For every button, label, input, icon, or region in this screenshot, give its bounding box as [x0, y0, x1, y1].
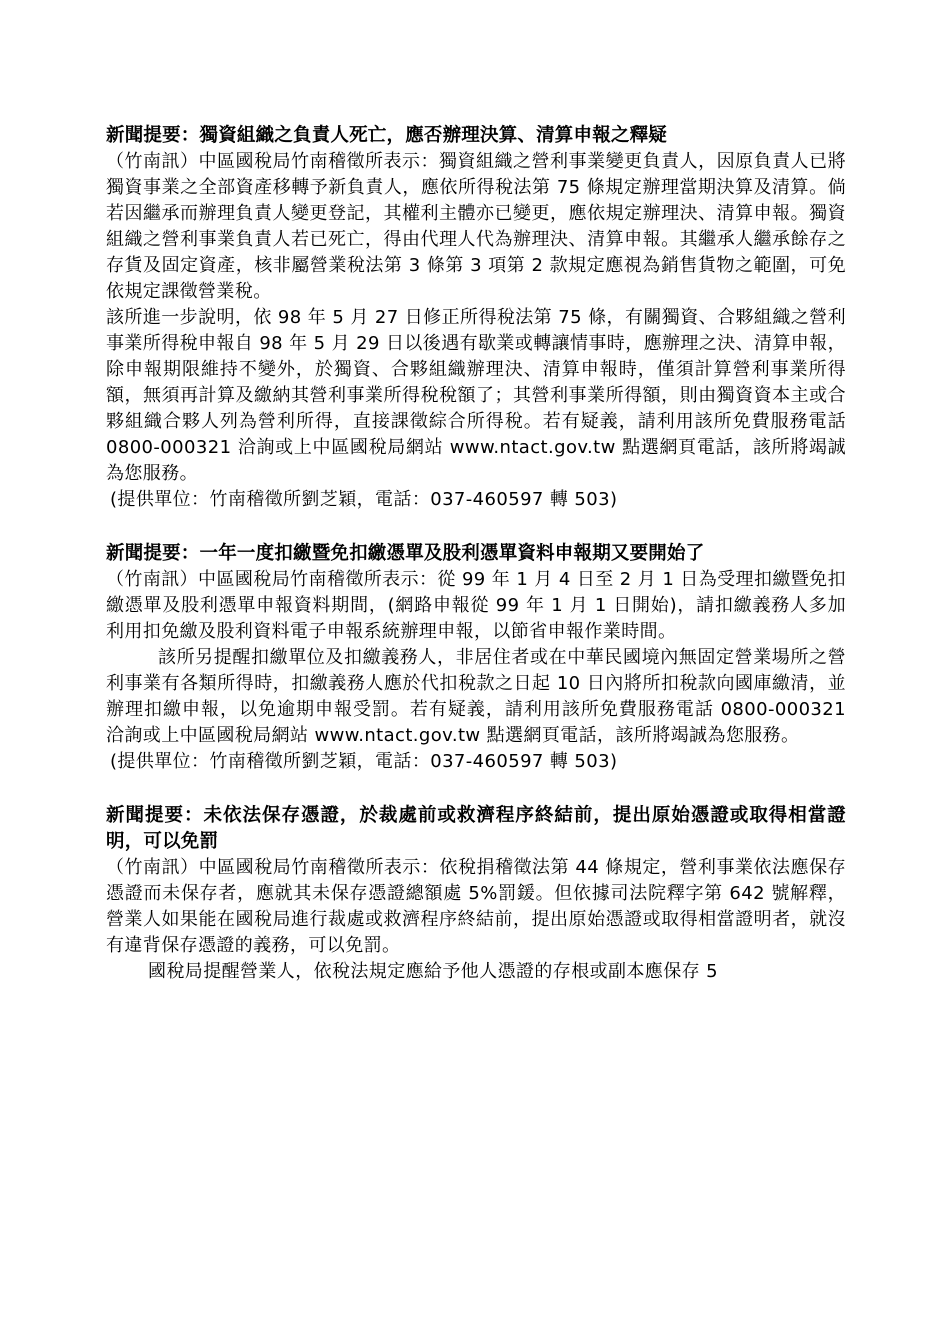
news-article-3 — [106, 803, 846, 985]
article-paragraph: （竹南訊）中區國稅局竹南稽徵所表示：依稅捐稽徵法第 44 條規定，營利事業依法應保存憑證而未保存者，應就其未保存憑證總額處 5%罰鍰。但依據司法院釋字第 642 號解釋，營業人如果能在國稅局進行裁處或救濟程序終結前，提出原始憑證或取得相當證明者，就沒有違背保存憑證的義務，可以免罰。 — [106, 857, 846, 956]
article-paragraph: （竹南訊）中區國稅局竹南稽徵所表示：從 99 年 1 月 4 日至 2 月 1 日為受理扣繳暨免扣繳憑單及股利憑單申報資料期間，(網路申報從 99 年 1 月 1 日開始)，請扣繳義務人多加利用扣免繳及股利資料電子申報系統辦理申報，以節省申報作業時間。 — [106, 569, 846, 642]
document-page — [106, 123, 846, 1013]
article-paragraph: （竹南訊）中區國稅局竹南稽徵所表示：獨資組織之營利事業變更負責人，因原負責人已將獨資事業之全部資產移轉予新負責人，應依所得稅法第 75 條規定辦理當期決算及清算。倘若因繼承而辦理負責人變更登記，其權利主體亦已變更，應依規定辦理決、清算申報。獨資組織之營利事業負責人若已死亡，得由代理人代為辦理決、清算申報。其繼承人繼承餘存之存貨及固定資產，核非屬營業稅法第 3 條第 3 項第 2 款規定應視為銷售貨物之範圍，可免依規定課徵營業稅。 — [106, 151, 846, 302]
article-paragraph: 該所進一步說明，依 98 年 5 月 27 日修正所得稅法第 75 條，有關獨資、合夥組織之營利事業所得稅申報自 98 年 5 月 29 日以後遇有歇業或轉讓情事時，應辦理之決、清算申報，除申報期限維持不變外，於獨資、合夥組織辦理決、清算申報時，僅須計算營利事業所得額，無須再計算及繳納其營利事業所得稅稅額了；其營利事業所得額，則由獨資資本主或合夥組織合夥人列為營利所得，直接課徵綜合所得稅。若有疑義，請利用該所免費服務電話 0800-000321 洽詢或上中區國稅局網站 www.ntact.gov.tw 點選網頁電話，該所將竭誠為您服務。 — [106, 307, 846, 484]
article-provider: (提供單位：竹南稽徵所劉芝穎，電話：037-460597 轉 503) — [110, 489, 618, 510]
article-headline: 新聞提要：獨資組織之負責人死亡，應否辦理決算、清算申報之釋疑 — [106, 125, 668, 146]
news-article-1 — [106, 123, 846, 513]
article-paragraph: 該所另提醒扣繳單位及扣繳義務人，非居住者或在中華民國境內無固定營業場所之營利事業有各類所得時，扣繳義務人應於代扣稅款之日起 10 日內將所扣稅款向國庫繳清，並辦理扣繳申報，以免逾期申報受罰。若有疑義，請利用該所免費服務電話 0800-000321 洽詢或上中區國稅局網站 www.ntact.gov.tw 點選網頁電話，該所將竭誠為您服務。 — [106, 647, 846, 746]
news-article-2 — [106, 541, 846, 775]
article-paragraph: 國稅局提醒營業人，依稅法規定應給予他人憑證的存根或副本應保存 5 — [148, 961, 718, 982]
article-provider: (提供單位：竹南稽徵所劉芝穎，電話：037-460597 轉 503) — [110, 751, 618, 772]
article-headline: 新聞提要：未依法保存憑證，於裁處前或救濟程序終結前，提出原始憑證或取得相當證明，可以免罰 — [106, 805, 846, 852]
article-headline: 新聞提要：一年一度扣繳暨免扣繳憑單及股利憑單資料申報期又要開始了 — [106, 543, 705, 564]
